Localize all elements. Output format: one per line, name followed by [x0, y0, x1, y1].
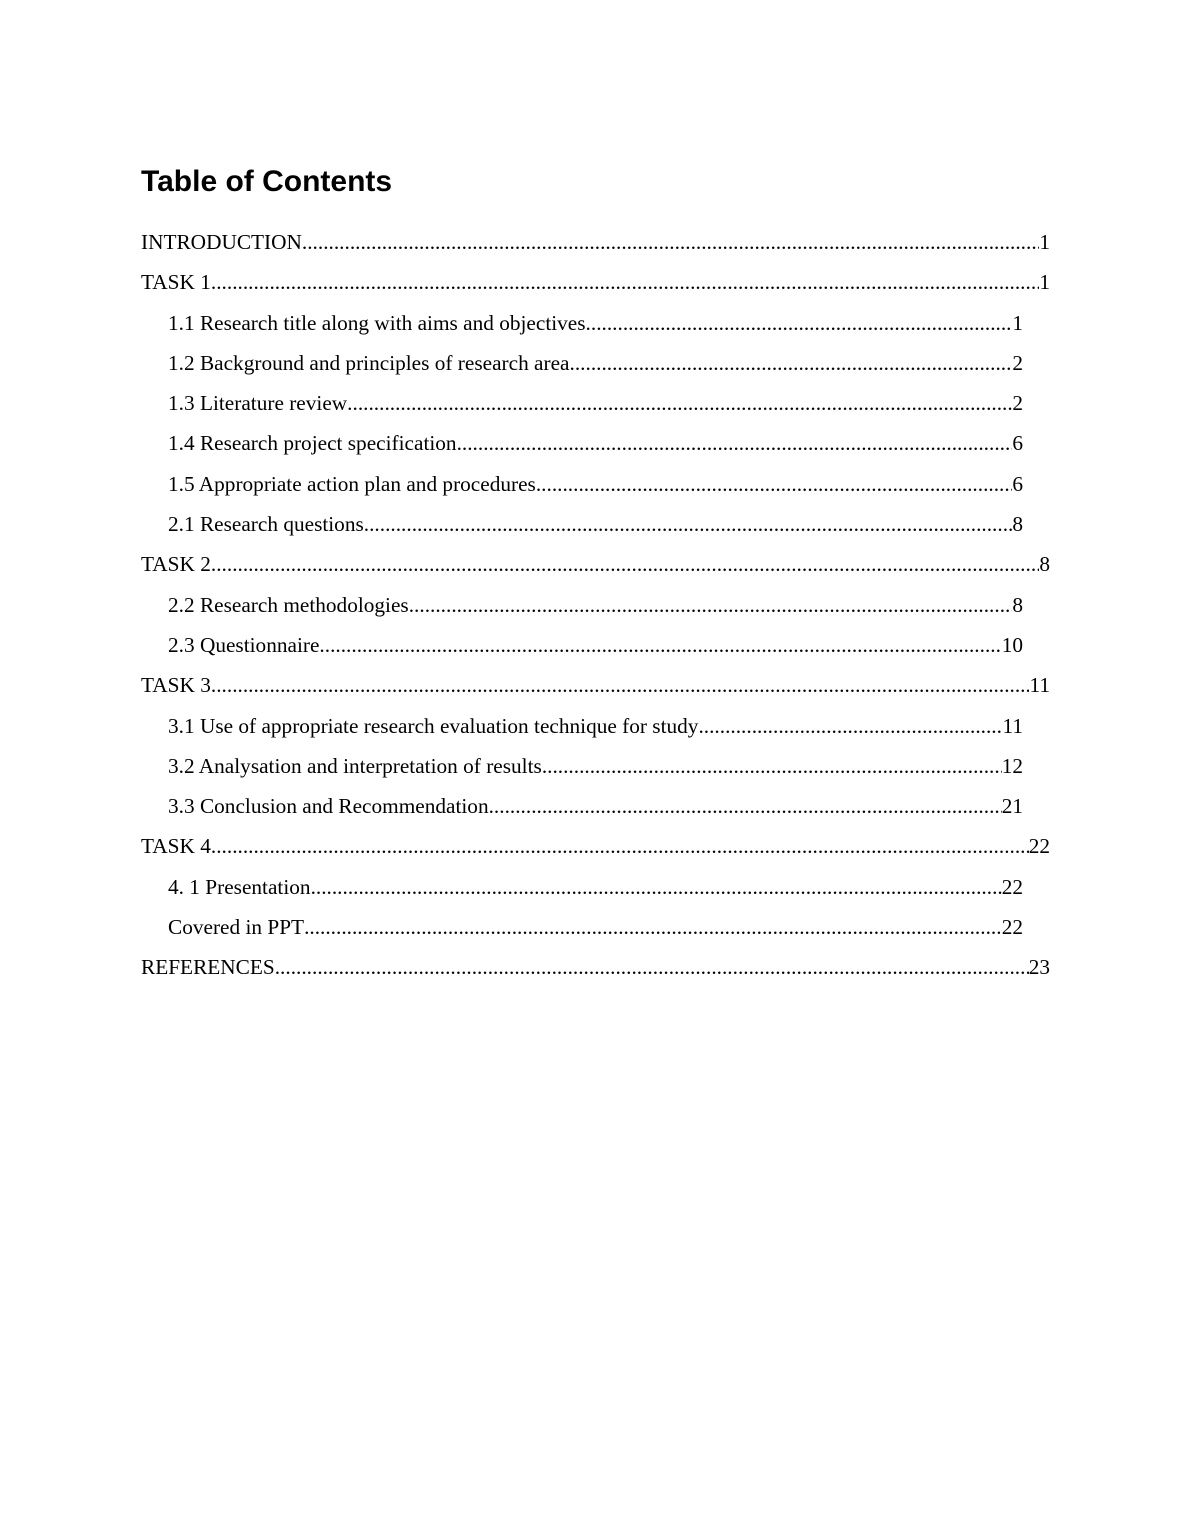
dot-leader [457, 423, 1013, 463]
toc-entry-4-1[interactable] [168, 867, 1023, 907]
dot-leader [347, 383, 1012, 423]
toc-entry-page: 10 [1001, 632, 1023, 657]
toc-entry-3-1[interactable] [168, 706, 1023, 746]
toc-entry-label: 3.2 Analysation and interpretation of results [168, 753, 542, 778]
dot-leader [211, 544, 1039, 584]
toc-entry-label: 1.3 Literature review [168, 391, 348, 416]
dot-leader [311, 867, 1002, 907]
toc-entry-page: 6 [1012, 431, 1023, 456]
toc-entry-page: 22 [1028, 834, 1050, 859]
toc-entry-label: 1.5 Appropriate action plan and procedures [168, 471, 536, 496]
toc-entry-task-1[interactable] [141, 262, 1050, 302]
toc-entry-label: TASK 4 [141, 834, 211, 859]
toc-entry-2-1[interactable] [168, 504, 1023, 544]
dot-leader [364, 504, 1013, 544]
dot-leader [698, 706, 1002, 746]
dot-leader [409, 585, 1013, 625]
toc-entry-label: 2.2 Research methodologies [168, 592, 409, 617]
toc-entry-label: 2.1 Research questions [168, 512, 364, 537]
dot-leader [489, 786, 1002, 826]
toc-entry-label: Covered in PPT [168, 915, 305, 940]
dot-leader [211, 262, 1039, 302]
dot-leader [536, 464, 1013, 504]
toc-entry-2-3[interactable] [168, 625, 1023, 665]
toc-entry-1-5[interactable] [168, 464, 1023, 504]
toc-entry-page: 21 [1001, 794, 1023, 819]
toc-entry-page: 8 [1039, 552, 1050, 577]
toc-entry-3-2[interactable] [168, 746, 1023, 786]
toc-entry-2-2[interactable] [168, 585, 1023, 625]
toc-entry-page: 8 [1012, 512, 1023, 537]
toc-entry-references[interactable] [141, 947, 1050, 987]
toc-entry-page: 1 [1039, 230, 1050, 254]
toc-entry-label: 3.1 Use of appropriate research evaluation technique for study [168, 713, 699, 738]
toc-entry-covered-in-ppt[interactable] [168, 907, 1023, 947]
toc-entry-task-4[interactable] [141, 826, 1050, 866]
toc-entry-task-3[interactable] [141, 665, 1050, 705]
toc-entry-page: 22 [1001, 874, 1023, 899]
dot-leader [275, 947, 1029, 987]
toc-entry-1-4[interactable] [168, 423, 1023, 463]
toc-entry-page: 2 [1012, 350, 1023, 375]
toc-entry-3-3[interactable] [168, 786, 1023, 826]
toc-entry-label: TASK 1 [141, 270, 211, 295]
toc-entry-label: 1.1 Research title along with aims and objectives [168, 310, 586, 335]
toc-entry-label: 4. 1 Presentation [168, 874, 311, 899]
toc-entry-label: 3.3 Conclusion and Recommendation [168, 794, 489, 819]
toc-entry-page: 6 [1012, 471, 1023, 496]
dot-leader [542, 746, 1002, 786]
toc-entry-label: 1.2 Background and principles of research area [168, 350, 570, 375]
toc-entry-page: 2 [1012, 391, 1023, 416]
toc-entry-label: 1.4 Research project specification [168, 431, 457, 456]
toc-entry-page: 12 [1001, 753, 1023, 778]
toc-entry-1-3[interactable] [168, 383, 1023, 423]
toc-entry-page: 1 [1039, 270, 1050, 295]
dot-leader [304, 907, 1002, 947]
dot-leader [319, 625, 1001, 665]
dot-leader [302, 222, 1039, 262]
toc-entry-label: TASK 3 [141, 673, 211, 698]
toc-entry-1-2[interactable] [168, 343, 1023, 383]
toc-entry-page: 11 [1002, 713, 1023, 738]
toc-entry-page: 23 [1028, 955, 1050, 980]
toc-entry-introduction[interactable] [141, 222, 1050, 262]
toc-entry-task-2[interactable] [141, 544, 1050, 584]
dot-leader [211, 826, 1029, 866]
toc-entry-page: 1 [1012, 310, 1023, 335]
toc-title: Table of Contents [141, 165, 393, 198]
toc-entry-label: TASK 2 [141, 552, 211, 577]
toc-entry-page: 22 [1001, 915, 1023, 940]
toc-entry-page: 8 [1012, 592, 1023, 617]
toc-entry-page: 11 [1029, 673, 1050, 698]
toc-list [141, 222, 1050, 988]
dot-leader [586, 303, 1013, 343]
toc-entry-1-1[interactable] [168, 303, 1023, 343]
toc-entry-label: 2.3 Questionnaire [168, 632, 320, 657]
dot-leader [570, 343, 1013, 383]
toc-entry-label: INTRODUCTION [141, 230, 302, 254]
toc-entry-label: REFERENCES [141, 955, 275, 980]
dot-leader [211, 665, 1030, 705]
